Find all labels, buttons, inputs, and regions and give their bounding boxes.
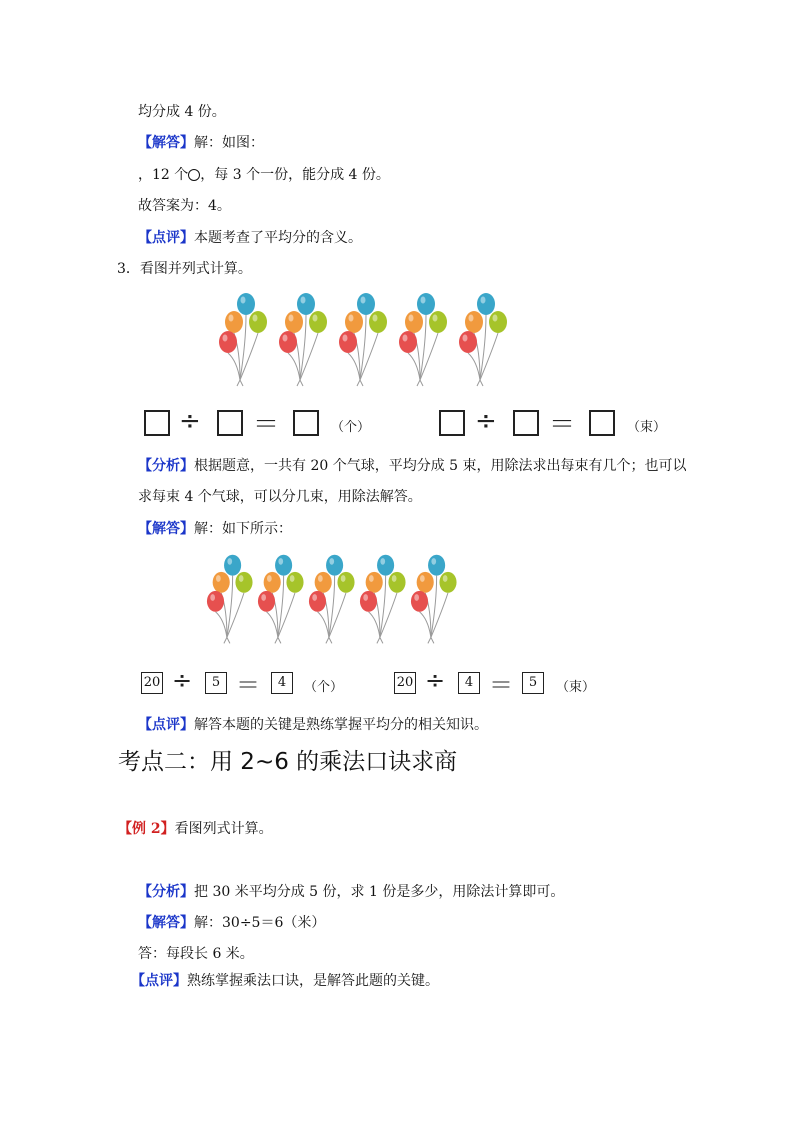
equals-sign: ＝ xyxy=(549,410,576,440)
balloon-string xyxy=(417,380,423,386)
balloon-highlight xyxy=(380,558,385,565)
balloon-highlight xyxy=(239,575,244,582)
balloon-bundle xyxy=(258,555,304,644)
balloon-highlight xyxy=(253,315,258,322)
balloon-figure-2 xyxy=(138,550,596,699)
analysis-text: 把 30 米平均分成 5 份，求 1 份是多少，用除法计算即可。 xyxy=(194,884,565,900)
balloon-string xyxy=(468,353,480,380)
answer-box: 20 xyxy=(394,672,416,694)
balloon-highlight xyxy=(241,297,246,304)
balloon-highlight xyxy=(349,315,354,322)
balloon-highlight xyxy=(278,558,283,565)
balloon-highlight xyxy=(369,575,374,582)
balloon-highlight xyxy=(261,594,266,601)
conclusion-line: 答：每段长 6 米。 xyxy=(138,946,254,962)
answer-box: 5 xyxy=(522,672,544,694)
balloon-highlight xyxy=(392,575,397,582)
analysis-line-2: 求每束 4 个气球，可以分几束，用除法解答。 xyxy=(138,489,422,505)
balloon-highlight xyxy=(481,297,486,304)
balloon-highlight xyxy=(343,335,348,342)
answer-box: 4 xyxy=(458,672,480,694)
text-fragment: ，每 3 个一份，能分成 4 份。 xyxy=(200,167,390,183)
answer-line xyxy=(138,134,264,152)
balloon xyxy=(417,293,435,315)
balloon-string xyxy=(420,333,438,380)
balloon xyxy=(366,572,383,593)
balloon-string xyxy=(224,637,230,643)
balloon-string xyxy=(360,333,378,380)
balloon-highlight xyxy=(312,594,317,601)
balloon-bundle xyxy=(399,293,447,386)
balloon xyxy=(439,572,456,593)
balloon-string xyxy=(216,612,227,638)
balloon-string xyxy=(237,380,243,386)
balloon-string xyxy=(408,353,420,380)
divide-sign: ÷ xyxy=(475,406,497,436)
balloon xyxy=(411,591,428,612)
balloon xyxy=(213,572,230,593)
example-text: 看图列式计算。 xyxy=(174,821,273,837)
unit-label: （个） xyxy=(304,680,344,695)
balloon xyxy=(249,311,267,333)
text-line: 故答案为：4。 xyxy=(138,198,231,214)
text-fragment: ，12 个 xyxy=(138,167,189,183)
review-tag: 【点评】 xyxy=(138,717,194,733)
balloon-string xyxy=(326,637,332,643)
balloon xyxy=(237,293,255,315)
balloon-string xyxy=(318,612,329,638)
balloon-highlight xyxy=(283,335,288,342)
unit-label: （束） xyxy=(556,680,596,695)
balloon-highlight xyxy=(463,335,468,342)
balloon-highlight xyxy=(229,315,234,322)
balloon xyxy=(459,331,477,353)
section-heading: 考点二：用 2~6 的乘法口诀求商 xyxy=(118,749,458,775)
analysis-line xyxy=(138,883,564,901)
balloon-highlight xyxy=(290,575,295,582)
answer-text: 解：如图： xyxy=(194,135,264,151)
balloon-highlight xyxy=(318,575,323,582)
review-text: 熟练掌握乘法口诀，是解答此题的关键。 xyxy=(187,973,439,989)
balloon-highlight xyxy=(341,575,346,582)
balloon xyxy=(345,311,363,333)
balloon-highlight xyxy=(409,315,414,322)
balloon xyxy=(224,555,241,576)
equals-sign: ＝ xyxy=(489,671,513,699)
balloon xyxy=(235,572,252,593)
balloon-string xyxy=(377,637,383,643)
answer-text: 解：30÷5＝6（米） xyxy=(194,915,326,931)
balloon xyxy=(339,331,357,353)
balloon-string xyxy=(431,593,448,638)
balloon-figure-1 xyxy=(141,288,667,440)
balloon xyxy=(417,572,434,593)
text-line xyxy=(138,166,390,184)
balloon-string xyxy=(297,380,303,386)
analysis-tag: 【分析】 xyxy=(138,458,194,474)
answer-box xyxy=(144,410,170,436)
analysis-tag: 【分析】 xyxy=(138,884,194,900)
unit-label: （个） xyxy=(331,420,371,435)
balloon-highlight xyxy=(289,315,294,322)
balloon xyxy=(477,293,495,315)
balloon-highlight xyxy=(414,594,419,601)
balloon-string xyxy=(380,593,397,638)
balloon-string xyxy=(369,612,380,638)
balloon xyxy=(225,311,243,333)
unit-label: （束） xyxy=(627,420,667,435)
example-tag: 【例 2】 xyxy=(118,821,175,837)
balloon-string xyxy=(329,593,346,638)
balloon-string xyxy=(348,353,360,380)
balloon-highlight xyxy=(420,575,425,582)
answer-box xyxy=(293,410,319,436)
circle-icon xyxy=(188,169,200,181)
balloon xyxy=(337,572,354,593)
balloon xyxy=(297,293,315,315)
balloons-svg xyxy=(138,550,588,646)
balloon-highlight xyxy=(431,558,436,565)
divide-sign: ÷ xyxy=(425,666,446,694)
balloon xyxy=(219,331,237,353)
balloon-string xyxy=(240,333,258,380)
balloon xyxy=(258,591,275,612)
review-line xyxy=(138,229,362,247)
text-line: 均分成 4 份。 xyxy=(138,104,226,120)
balloon-bundle xyxy=(459,293,507,386)
review-tag: 【点评】 xyxy=(131,973,187,989)
balloon-highlight xyxy=(421,297,426,304)
balloon xyxy=(309,591,326,612)
balloon xyxy=(207,591,224,612)
balloon-bundle xyxy=(219,293,267,386)
review-text: 解答本题的关键是熟练掌握平均分的相关知识。 xyxy=(194,717,488,733)
balloon xyxy=(429,311,447,333)
balloon-string xyxy=(227,593,244,638)
example-line xyxy=(118,820,273,838)
balloon xyxy=(315,572,332,593)
balloon-bundle xyxy=(279,293,327,386)
balloon xyxy=(326,555,343,576)
balloon-highlight xyxy=(469,315,474,322)
answer-text: 解：如下所示： xyxy=(194,521,292,537)
divide-sign: ÷ xyxy=(172,666,193,694)
equals-sign: ＝ xyxy=(236,671,260,699)
balloon-bundle xyxy=(411,555,457,644)
balloon xyxy=(489,311,507,333)
balloon xyxy=(465,311,483,333)
analysis-text: 根据题意，一共有 20 个气球，平均分成 5 束，用除法求出每束有几个；也可以 xyxy=(194,458,687,474)
balloon-highlight xyxy=(433,315,438,322)
balloon xyxy=(399,331,417,353)
balloon-string xyxy=(420,612,431,638)
balloon-highlight xyxy=(363,594,368,601)
review-line xyxy=(131,972,439,990)
answer-box xyxy=(439,410,465,436)
balloon-highlight xyxy=(443,575,448,582)
answer-tag: 【解答】 xyxy=(138,521,194,537)
balloon-highlight xyxy=(227,558,232,565)
balloon-bundle xyxy=(207,555,253,644)
balloon-string xyxy=(357,380,363,386)
balloon xyxy=(405,311,423,333)
balloon-bundle xyxy=(339,293,387,386)
balloon-highlight xyxy=(361,297,366,304)
balloon-highlight xyxy=(301,297,306,304)
balloon xyxy=(428,555,445,576)
answer-box: 5 xyxy=(205,672,227,694)
balloon-string xyxy=(300,333,318,380)
answer-box xyxy=(589,410,615,436)
balloon xyxy=(264,572,281,593)
review-line xyxy=(138,716,488,734)
balloon-highlight xyxy=(403,335,408,342)
balloon xyxy=(377,555,394,576)
balloon-highlight xyxy=(493,315,498,322)
equals-sign: ＝ xyxy=(253,410,280,440)
balloon-string xyxy=(267,612,278,638)
balloon-highlight xyxy=(216,575,221,582)
balloon-highlight xyxy=(223,335,228,342)
balloon-string xyxy=(228,353,240,380)
balloon xyxy=(286,572,303,593)
answer-box xyxy=(217,410,243,436)
answer-tag: 【解答】 xyxy=(138,915,194,931)
answer-line xyxy=(138,520,292,538)
balloon-bundle xyxy=(360,555,406,644)
balloon-highlight xyxy=(373,315,378,322)
answer-box xyxy=(513,410,539,436)
question-3: 3．看图并列式计算。 xyxy=(117,261,252,277)
balloon-string xyxy=(275,637,281,643)
balloons-svg xyxy=(141,288,663,388)
balloon xyxy=(388,572,405,593)
answer-line xyxy=(138,914,325,932)
answer-box: 20 xyxy=(141,672,163,694)
balloon xyxy=(309,311,327,333)
answer-tag: 【解答】 xyxy=(138,135,194,151)
balloon-highlight xyxy=(210,594,215,601)
balloon-string xyxy=(477,380,483,386)
balloon-string xyxy=(480,333,498,380)
balloon xyxy=(275,555,292,576)
balloon-string xyxy=(278,593,295,638)
balloon-highlight xyxy=(329,558,334,565)
review-text: 本题考查了平均分的含义。 xyxy=(194,230,362,246)
balloon-bundle xyxy=(309,555,355,644)
review-tag: 【点评】 xyxy=(138,230,194,246)
balloon xyxy=(279,331,297,353)
balloon-string xyxy=(428,637,434,643)
analysis-line xyxy=(138,457,687,475)
balloon-highlight xyxy=(313,315,318,322)
answer-box: 4 xyxy=(271,672,293,694)
balloon xyxy=(285,311,303,333)
divide-sign: ÷ xyxy=(179,406,201,436)
balloon-string xyxy=(288,353,300,380)
balloon-highlight xyxy=(267,575,272,582)
balloon xyxy=(369,311,387,333)
balloon xyxy=(357,293,375,315)
balloon xyxy=(360,591,377,612)
